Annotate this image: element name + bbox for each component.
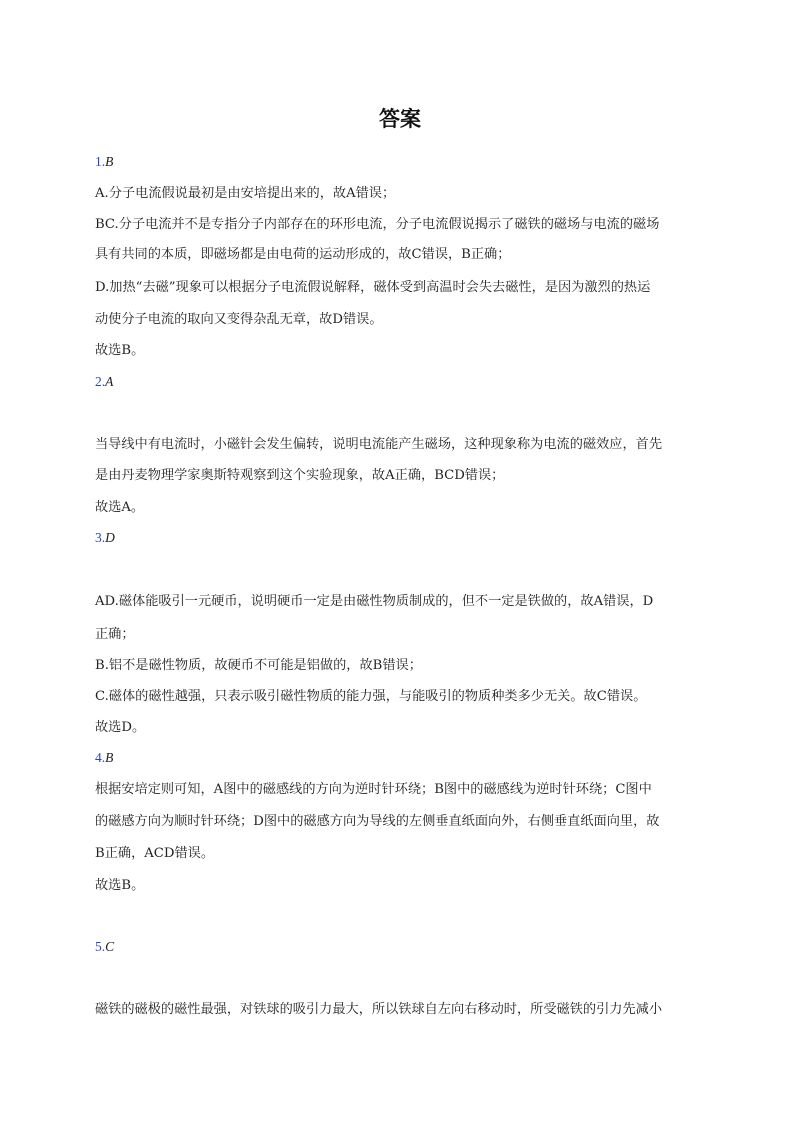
explanation-line: BC.分子电流并不是专指分子内部存在的环形电流，分子电流假说揭示了磁铁的磁场与电流的磁场 <box>95 217 660 232</box>
question-number: 3. <box>95 530 106 545</box>
explanation-line: 的磁感方向为顺时针环绕；D图中的磁感方向为导线的左侧垂直纸面向外，右侧垂直纸面向里，故 <box>95 814 660 829</box>
question-number: 2. <box>95 374 106 389</box>
explanation-line: 故选B。 <box>95 878 145 893</box>
answer-letter: C <box>105 939 115 954</box>
answer-letter: B <box>105 750 114 765</box>
answer-letter: D <box>105 530 115 545</box>
explanation-line: 故选A。 <box>95 500 145 515</box>
answer-number-2 <box>95 372 113 392</box>
explanation-line: C.磁体的磁性越强，只表示吸引磁性物质的能力强，与能吸引的物质种类多少无关。故C错误。 <box>95 689 647 704</box>
question-number: 1. <box>95 154 106 169</box>
explanation-line: 动使分子电流的取向又变得杂乱无章，故D错误。 <box>95 312 383 327</box>
answer-number-5 <box>95 937 114 957</box>
explanation-line: 磁铁的磁极的磁性最强，对铁球的吸引力最大，所以铁球自左向右移动时，所受磁铁的引力先减小 <box>95 1002 663 1017</box>
explanation-line: 根据安培定则可知，A图中的磁感线的方向为逆时针环绕；B图中的磁感线为逆时针环绕；C图中 <box>95 782 652 797</box>
explanation-line: 正确； <box>95 627 135 642</box>
answer-letter: A <box>105 374 114 389</box>
explanation-line: 当导线中有电流时，小磁针会发生偏转，说明电流能产生磁场，这种现象称为电流的磁效应，首先 <box>95 437 663 452</box>
page-title: 答案 <box>379 107 421 131</box>
explanation-line: B正确，ACD错误。 <box>95 846 215 861</box>
answer-letter: B <box>105 154 114 169</box>
question-number: 5. <box>95 939 106 954</box>
explanation-line: 故选B。 <box>95 343 145 358</box>
explanation-line: D.加热“去磁”现象可以根据分子电流假说解释，磁体受到高温时会失去磁性，是因为激烈的热运 <box>95 280 651 295</box>
question-number: 4. <box>95 750 106 765</box>
answer-number-1 <box>95 152 113 172</box>
explanation-line: 是由丹麦物理学家奥斯特观察到这个实验现象，故A正确，BCD错误； <box>95 468 505 483</box>
answer-number-4 <box>95 748 113 768</box>
explanation-line: AD.磁体能吸引一元硬币，说明硬币一定是由磁性物质制成的，但不一定是铁做的，故A错误，D <box>95 594 654 609</box>
answer-number-3 <box>95 528 115 548</box>
explanation-line: 具有共同的本质，即磁场都是由电荷的运动形成的，故C错误，B正确； <box>95 247 511 262</box>
explanation-line: B.铝不是磁性物质，故硬币不可能是铝做的，故B错误； <box>95 658 422 673</box>
explanation-line: A.分子电流假说最初是由安培提出来的，故A错误； <box>95 186 396 201</box>
explanation-line: 故选D。 <box>95 720 146 735</box>
